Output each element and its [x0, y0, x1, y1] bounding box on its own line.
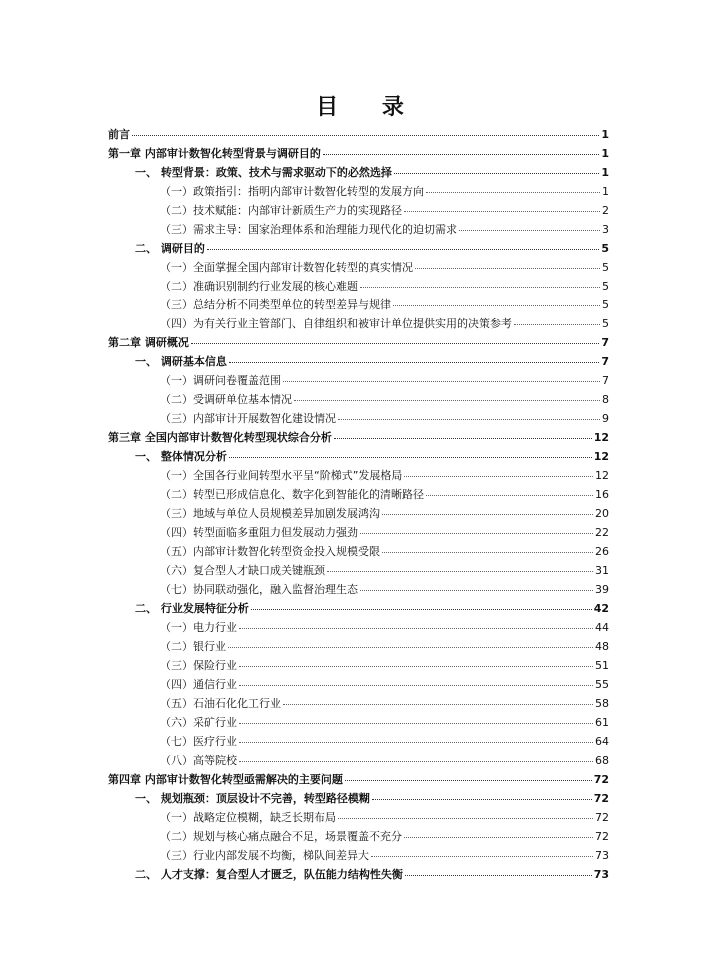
toc-entry-page-number: 48 [595, 640, 609, 653]
toc-entry[interactable] [160, 752, 609, 769]
dot-leader [360, 590, 593, 591]
dot-leader [360, 287, 600, 288]
dot-leader [372, 799, 592, 800]
toc-entry[interactable] [135, 790, 609, 807]
toc-entry-label: （三）地域与单位人员规模差异加剧发展鸿沟 [160, 507, 380, 520]
toc-entry[interactable] [135, 240, 609, 257]
toc-entry[interactable] [108, 334, 609, 351]
toc-entry[interactable] [160, 733, 609, 750]
dot-leader [459, 230, 600, 231]
toc-entry-page-number: 68 [595, 754, 609, 767]
toc-entry-label: 二、 行业发展特征分析 [135, 602, 249, 615]
toc-entry-page-number: 1 [601, 166, 609, 179]
toc-entry-label: （一）全国各行业间转型水平呈“阶梯式”发展格局 [160, 469, 403, 482]
toc-entry-label: （二）银行业 [160, 640, 226, 653]
dot-leader [393, 305, 600, 306]
toc-entry-label: （一）调研问卷覆盖范围 [160, 374, 281, 387]
dot-leader [345, 780, 592, 781]
toc-entry[interactable] [160, 259, 609, 276]
toc-entry-label: （三）行业内部发展不均衡，梯队间差异大 [160, 849, 369, 862]
toc-entry-page-number: 20 [595, 507, 609, 520]
toc-entry-page-number: 39 [595, 583, 609, 596]
toc-entry-page-number: 72 [595, 811, 609, 824]
toc-entry[interactable] [160, 202, 609, 219]
dot-leader [338, 419, 600, 420]
toc-entry-label: （一）电力行业 [160, 621, 237, 634]
toc-entry[interactable] [160, 221, 609, 238]
toc-entry[interactable] [135, 866, 609, 883]
toc-entry[interactable] [160, 486, 609, 503]
toc-entry-label: （二）准确识别制约行业发展的核心难题 [160, 280, 358, 293]
toc-entry[interactable] [108, 126, 609, 143]
toc-entry-page-number: 22 [595, 526, 609, 539]
toc-entry-page-number: 12 [595, 469, 609, 482]
dot-leader [191, 343, 600, 344]
dot-leader [239, 761, 593, 762]
dot-leader [514, 324, 600, 325]
toc-entry[interactable] [160, 183, 609, 200]
toc-entry-label: 一、 转型背景：政策、技术与需求驱动下的必然选择 [135, 166, 392, 179]
toc-entry-label: 第一章 内部审计数智化转型背景与调研目的 [108, 147, 321, 160]
toc-entry-page-number: 1 [601, 147, 609, 160]
toc-entry-page-number: 7 [602, 374, 609, 387]
toc-entry-page-number: 5 [602, 280, 609, 293]
toc-entry-page-number: 72 [593, 792, 609, 805]
toc-entry-page-number: 2 [602, 204, 609, 217]
dot-leader [239, 742, 593, 743]
toc-entry[interactable] [160, 315, 609, 332]
toc-entry-page-number: 1 [602, 185, 609, 198]
toc-entry-label: （五）内部审计数智化转型资金投入规模受限 [160, 545, 380, 558]
dot-leader [283, 381, 600, 382]
toc-entry-page-number: 55 [595, 678, 609, 691]
toc-entry[interactable] [160, 296, 609, 313]
toc-entry-label: 第二章 调研概况 [108, 336, 189, 349]
toc-entry-label: 二、 调研目的 [135, 242, 205, 255]
toc-entry[interactable] [160, 543, 609, 560]
dot-leader [239, 666, 593, 667]
toc-entry-page-number: 72 [595, 830, 609, 843]
toc-entry[interactable] [135, 353, 609, 370]
toc-entry[interactable] [160, 695, 609, 712]
toc-entry[interactable] [160, 467, 609, 484]
toc-entry-page-number: 8 [602, 393, 609, 406]
toc-entry[interactable] [108, 771, 609, 788]
dot-leader [426, 192, 600, 193]
toc-entry-label: （七）医疗行业 [160, 735, 237, 748]
toc-entry[interactable] [160, 828, 609, 845]
toc-entry-label: （四）通信行业 [160, 678, 237, 691]
toc-entry-label: 第三章 全国内部审计数智化转型现状综合分析 [108, 431, 332, 444]
toc-entry[interactable] [160, 562, 609, 579]
dot-leader [334, 438, 592, 439]
toc-entry-page-number: 5 [602, 298, 609, 311]
toc-entry-page-number: 9 [602, 412, 609, 425]
toc-entry-page-number: 12 [593, 431, 609, 444]
toc-entry-page-number: 5 [602, 317, 609, 330]
toc-entry-label: （二）技术赋能：内部审计新质生产力的实现路径 [160, 204, 402, 217]
dot-leader [294, 400, 600, 401]
toc-entry[interactable] [160, 372, 609, 389]
toc-entry-label: （二）受调研单位基本情况 [160, 393, 292, 406]
toc-entry-label: 一、 整体情况分析 [135, 450, 227, 463]
dot-leader [239, 723, 593, 724]
dot-leader [327, 571, 593, 572]
toc-entry-label: 第四章 内部审计数智化转型亟需解决的主要问题 [108, 773, 343, 786]
toc-entry-label: （二）转型已形成信息化、数字化到智能化的清晰路径 [160, 488, 424, 501]
toc-entry-page-number: 12 [593, 450, 609, 463]
toc-entry-label: （一）全面掌握全国内部审计数智化转型的真实情况 [160, 261, 413, 274]
dot-leader [229, 362, 600, 363]
toc-entry-label: （八）高等院校 [160, 754, 237, 767]
toc-entry-label: （四）转型面临多重阻力但发展动力强劲 [160, 526, 358, 539]
toc-entry-label: 一、 调研基本信息 [135, 355, 227, 368]
toc-entry[interactable] [160, 714, 609, 731]
toc-entry-page-number: 64 [595, 735, 609, 748]
toc-entry-page-number: 7 [601, 336, 609, 349]
dot-leader [228, 647, 593, 648]
dot-leader [404, 837, 593, 838]
dot-leader [239, 628, 593, 629]
toc-entry-page-number: 73 [593, 868, 609, 881]
toc-entry-label: （二）规划与核心痛点融合不足，场景覆盖不充分 [160, 830, 402, 843]
toc-entry-page-number: 26 [595, 545, 609, 558]
toc-entry-page-number: 1 [601, 128, 609, 141]
toc-entry[interactable] [160, 278, 609, 295]
toc-entry-label: （五）石油石化化工行业 [160, 697, 281, 710]
toc-entry-page-number: 44 [595, 621, 609, 634]
toc-entry-label: （四）为有关行业主管部门、自律组织和被审计单位提供实用的决策参考 [160, 317, 512, 330]
toc-entry[interactable] [108, 145, 609, 162]
dot-leader [207, 249, 600, 250]
dot-leader [382, 552, 593, 553]
toc-entry-page-number: 16 [595, 488, 609, 501]
toc-entry[interactable] [135, 600, 609, 617]
dot-leader [382, 514, 593, 515]
dot-leader [394, 173, 600, 174]
toc-entry[interactable] [160, 505, 609, 522]
toc-entry[interactable] [160, 391, 609, 408]
toc-entry-page-number: 58 [595, 697, 609, 710]
toc-entry[interactable] [160, 410, 609, 427]
toc-entry[interactable] [160, 581, 609, 598]
toc-entry-label: （六）采矿行业 [160, 716, 237, 729]
toc-entry[interactable] [160, 657, 609, 674]
toc-entry-label: （三）内部审计开展数智化建设情况 [160, 412, 336, 425]
dot-leader [404, 476, 593, 477]
toc-entry-label: （七）协同联动强化，融入监督治理生态 [160, 583, 358, 596]
toc-entry-page-number: 5 [601, 242, 609, 255]
toc-entry-label: （六）复合型人才缺口成关键瓶颈 [160, 564, 325, 577]
toc-entry[interactable] [135, 164, 609, 181]
toc-entry[interactable] [160, 524, 609, 541]
dot-leader [338, 818, 593, 819]
toc-entry-label: 二、 人才支撑：复合型人才匮乏，队伍能力结构性失衡 [135, 868, 403, 881]
toc-entry-page-number: 7 [601, 355, 609, 368]
dot-leader [283, 704, 593, 705]
toc-entry[interactable] [108, 429, 609, 446]
dot-leader [229, 457, 592, 458]
toc-entry-page-number: 51 [595, 659, 609, 672]
toc-entry-page-number: 31 [595, 564, 609, 577]
dot-leader [426, 495, 593, 496]
toc-entry-page-number: 3 [602, 223, 609, 236]
toc-entry-page-number: 73 [595, 849, 609, 862]
dot-leader [371, 856, 593, 857]
dot-leader [251, 609, 592, 610]
toc-entry[interactable] [160, 676, 609, 693]
toc-entry-label: （一）政策指引：指明内部审计数智化转型的发展方向 [160, 185, 424, 198]
toc-entry-label: （三）保险行业 [160, 659, 237, 672]
toc-entry-label: 一、 规划瓶颈：顶层设计不完善，转型路径模糊 [135, 792, 370, 805]
dot-leader [404, 211, 600, 212]
toc-entry-label: （三）需求主导：国家治理体系和治理能力现代化的迫切需求 [160, 223, 457, 236]
dot-leader [360, 533, 593, 534]
dot-leader [405, 875, 592, 876]
page-title: 目 录 [316, 95, 422, 120]
toc-entry[interactable] [135, 448, 609, 465]
dot-leader [415, 268, 600, 269]
toc-entry[interactable] [160, 638, 609, 655]
toc-entry-page-number: 42 [593, 602, 609, 615]
toc-entry-label: （一）战略定位模糊，缺乏长期布局 [160, 811, 336, 824]
toc-entry-label: 前言 [108, 128, 130, 141]
toc-entry[interactable] [160, 847, 609, 864]
dot-leader [323, 154, 600, 155]
dot-leader [132, 135, 599, 136]
toc-entry-page-number: 72 [593, 773, 609, 786]
dot-leader [239, 685, 593, 686]
toc-entry-page-number: 5 [602, 261, 609, 274]
toc-entry[interactable] [160, 809, 609, 826]
toc-entry-label: （三）总结分析不同类型单位的转型差异与规律 [160, 298, 391, 311]
toc-entry-page-number: 61 [595, 716, 609, 729]
toc-entry[interactable] [160, 619, 609, 636]
